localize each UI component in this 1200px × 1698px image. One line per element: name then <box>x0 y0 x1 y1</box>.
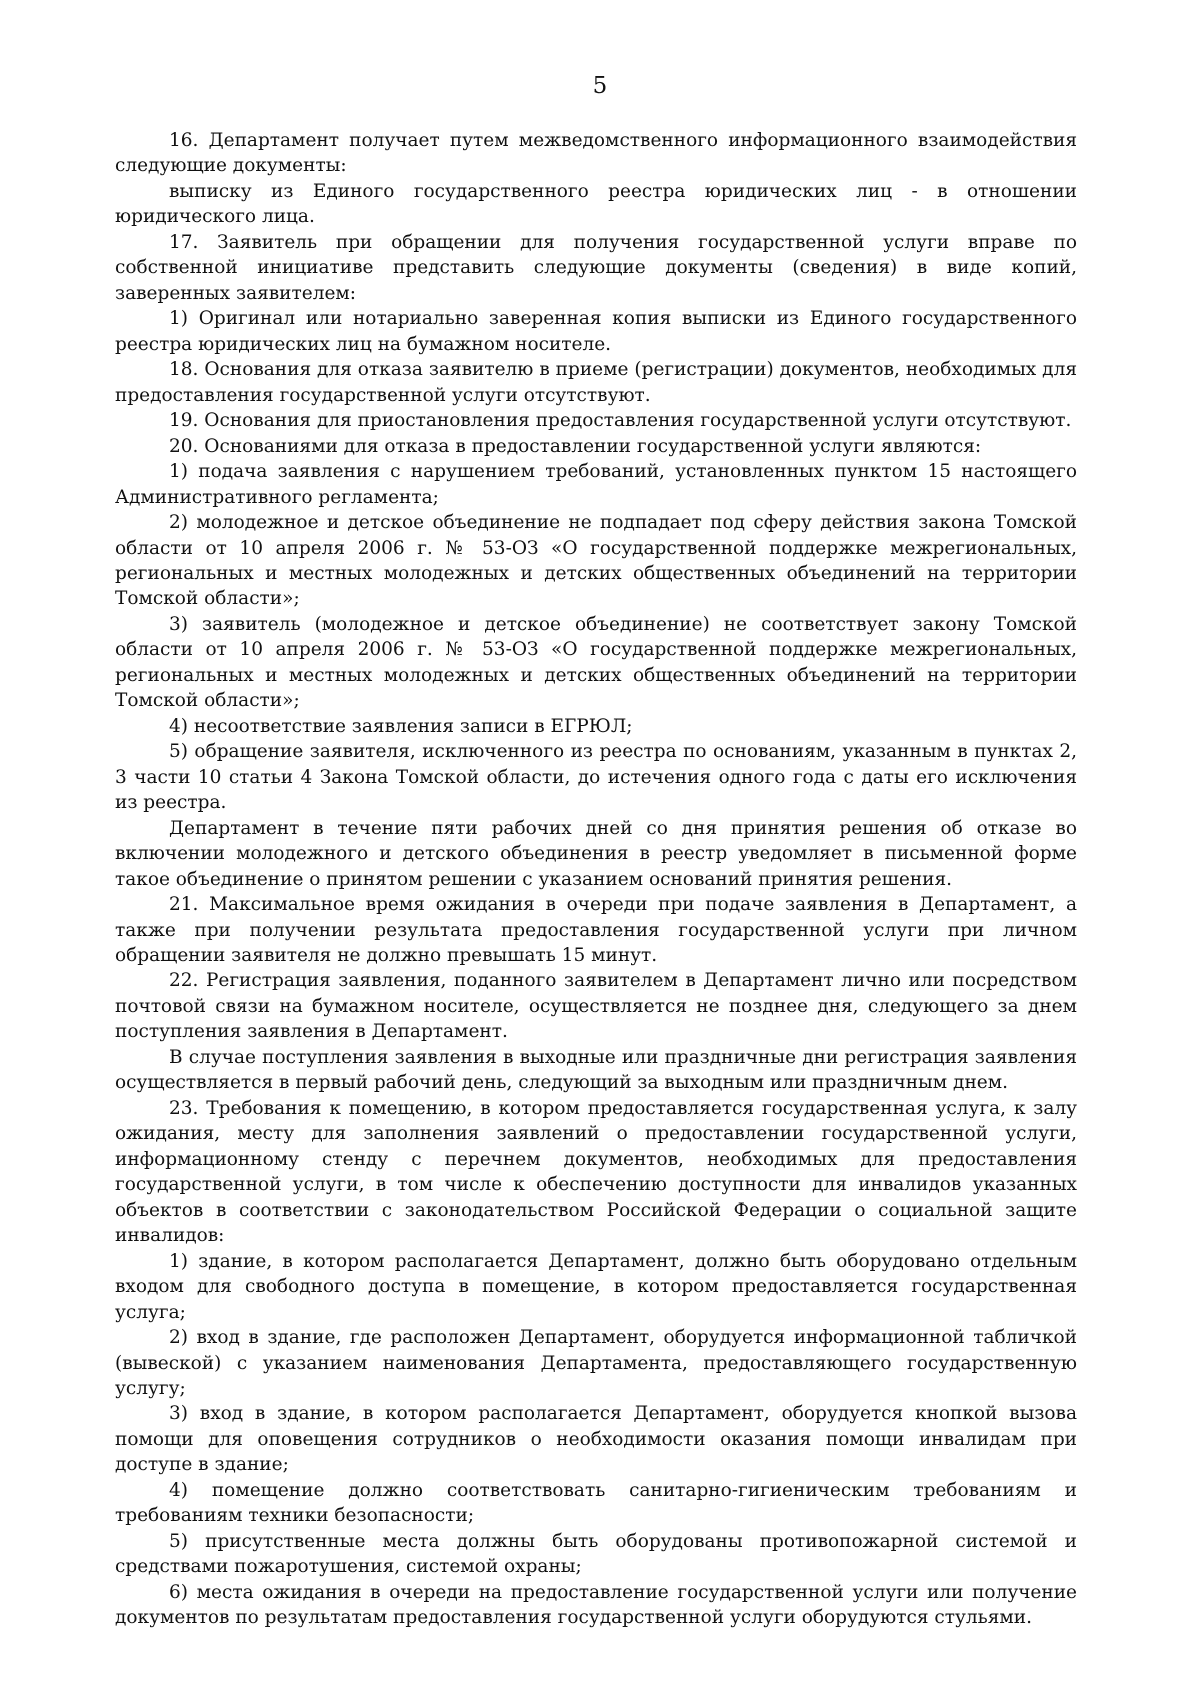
paragraph-20-item-2: 2) молодежное и детское объединение не подпадает под сферу действия закона Томской области от 10 апреля 2006 г. № 53-ОЗ «О государственной поддержке межрегиональных, региональных и местных молодежных и детских общественных объединений на территории Томской области»; <box>115 512 1077 610</box>
paragraph-23-item-1: 1) здание, в котором располагается Департамент, должно быть оборудовано отдельным входом для свободного доступа в помещение, в котором предоставляется государственная услуга; <box>115 1250 1077 1323</box>
paragraph-23-item-2: 2) вход в здание, где расположен Департамент, оборудуется информационной табличкой (вывеской) с указанием наименования Департамента, предоставляющего государственную услугу; <box>115 1327 1077 1399</box>
paragraph-17-item-1: 1) Оригинал или нотариально заверенная копия выписки из Единого государственного реестра юридических лиц на бумажном носителе. <box>115 308 1077 355</box>
paragraph-22: 22. Регистрация заявления, поданного заявителем в Департамент лично или посредством почтовой связи на бумажном носителе, осуществляется не позднее дня, следующего за днем поступления заявления в Департамент. <box>115 970 1077 1043</box>
paragraph-16: 16. Департамент получает путем межведомственного информационного взаимодействия следующие документы: <box>115 130 1077 177</box>
paragraph-18: 18. Основания для отказа заявителю в приеме (регистрации) документов, необходимых для предоставления государственной услуги отсутствуют. <box>115 359 1077 406</box>
paragraph-20-item-5: 5) обращение заявителя, исключенного из реестра по основаниям, указанным в пунктах 2, 3 части 10 статьи 4 Закона Томской области, до истечения одного года с даты его исключения из реестра. <box>115 741 1077 814</box>
paragraph-16-extract: выписку из Единого государственного реестра юридических лиц - в отношении юридического лица. <box>115 180 1077 228</box>
paragraph-23: 23. Требования к помещению, в котором предоставляется государственная услуга, к залу ожидания, месту для заполнения заявлений о предоставлении государственной услуги, информационному стенду с перечнем документов, необходимых для предоставления государственной услуги, в том числе к обеспечению доступности для инвалидов указанных объектов в соответствии с законодательством Российской Федерации о социальной защите инвалидов: <box>115 1097 1077 1247</box>
paragraph-20: 20. Основаниями для отказа в предоставлении государственной услуги являются: <box>169 435 982 457</box>
paragraph-20-item-1: 1) подача заявления с нарушением требований, установленных пунктом 15 настоящего Административного регламента; <box>115 461 1077 508</box>
paragraph-21: 21. Максимальное время ожидания в очереди при подаче заявления в Департамент, а также при получении результата предоставления государственной услуги при личном обращении заявителя не должно превышать 15 минут. <box>115 894 1077 966</box>
paragraph-22-holidays: В случае поступления заявления в выходные или праздничные дни регистрация заявления осуществляется в первый рабочий день, следующий за выходным или праздничным днем. <box>115 1046 1077 1094</box>
paragraph-23-item-3: 3) вход в здание, в котором располагается Департамент, оборудуется кнопкой вызова помощи для оповещения сотрудников о необходимости оказания помощи инвалидам при доступе в здание; <box>115 1403 1077 1476</box>
paragraph-17: 17. Заявитель при обращении для получения государственной услуги вправе по собственной инициативе представить следующие документы (сведения) в виде копий, заверенных заявителем: <box>115 231 1077 304</box>
page-number: 5 <box>592 73 608 99</box>
paragraph-20-item-3: 3) заявитель (молодежное и детское объединение) не соответствует закону Томской области от 10 апреля 2006 г. № 53-ОЗ «О государственной поддержке межрегиональных, региональных и местных молодежных и детских общественных объединений на территории Томской области»; <box>115 613 1077 712</box>
paragraph-20-notice: Департамент в течение пяти рабочих дней со дня принятия решения об отказе во включении молодежного и детского объединения в реестр уведомляет в письменной форме такое объединение о принятом решении с указанием оснований принятия решения. <box>115 817 1077 890</box>
document-body <box>115 128 1077 1631</box>
paragraph-19: 19. Основания для приостановления предоставления государственной услуги отсутствуют. <box>169 410 1072 432</box>
paragraph-20-item-4: 4) несоответствие заявления записи в ЕГРЮЛ; <box>169 715 633 737</box>
paragraph-23-item-4: 4) помещение должно соответствовать санитарно-гигиеническим требованиям и требованиям техники безопасности; <box>115 1479 1077 1527</box>
paragraph-23-item-6: 6) места ожидания в очереди на предоставление государственной услуги или получение документов по результатам предоставления государственной услуги оборудуются стульями. <box>115 1581 1077 1629</box>
paragraph-23-item-5: 5) присутственные места должны быть оборудованы противопожарной системой и средствами пожаротушения, системой охраны; <box>115 1530 1077 1578</box>
